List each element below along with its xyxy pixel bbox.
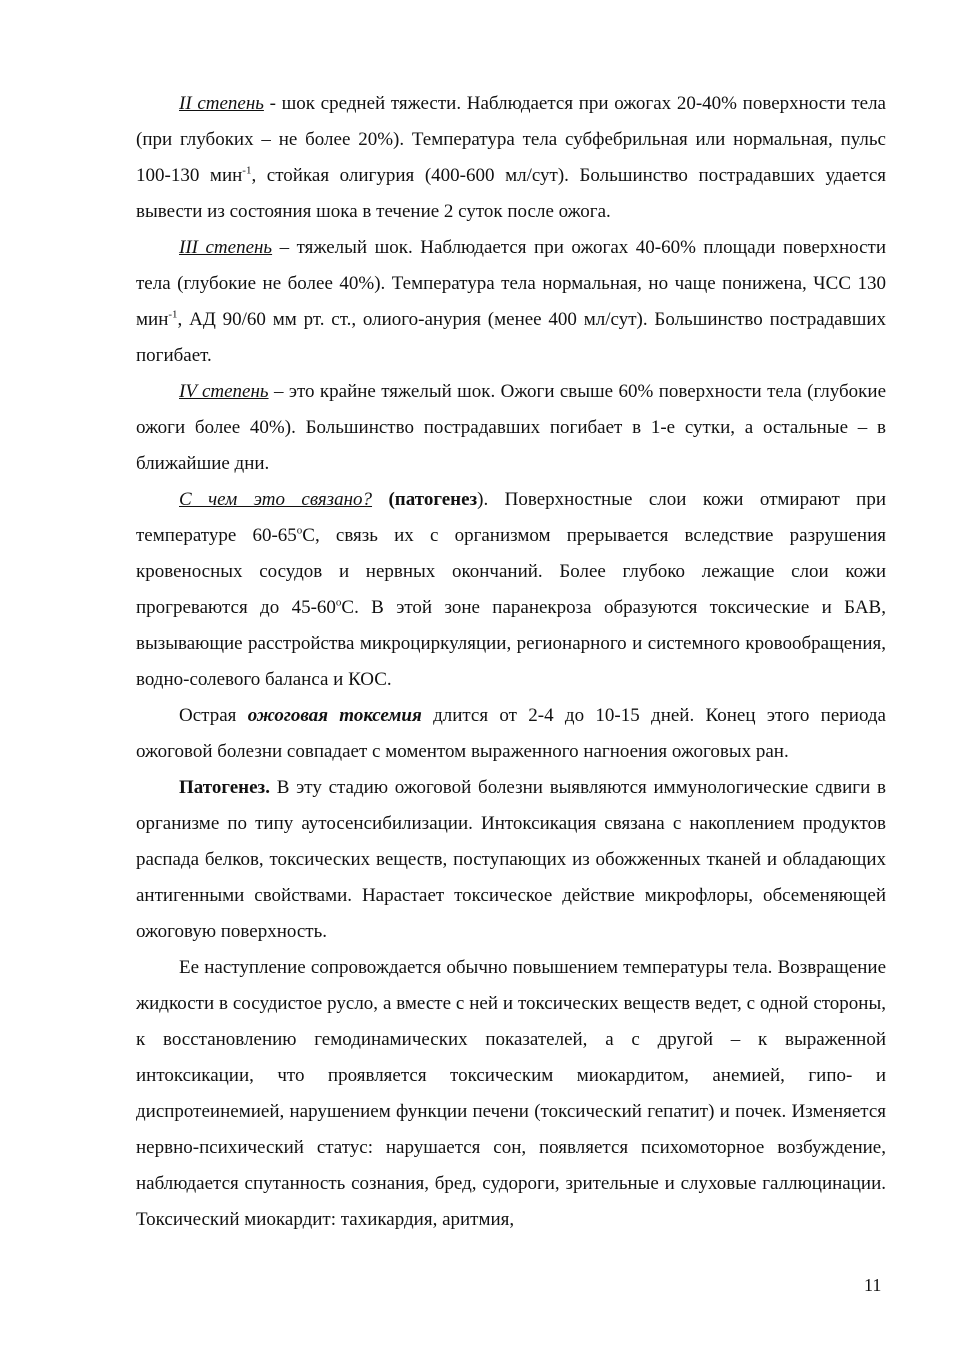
- paragraph-shock-grade-2: [136, 86, 886, 230]
- superscript-degree: о: [296, 524, 303, 537]
- paragraph-pathogenesis: [136, 770, 886, 950]
- paragraph-shock-grade-4: [136, 374, 886, 482]
- document-page: [136, 86, 886, 1238]
- superscript: -1: [242, 164, 252, 177]
- paragraph-shock-grade-3: [136, 230, 886, 374]
- paragraph-text: С, связь их с организмом прерывается вследствие разрушения кровеносных сосудов и нервных окончаний. Более глубоко лежащие слои кожи прогреваются до 45-60: [136, 525, 886, 618]
- paragraph-text: длится от 2-4 до 10-15 дней. Конец этого периода ожоговой болезни совпадает с моментом выраженного нагноения ожоговых ран.: [136, 705, 886, 762]
- paragraph-text: , стойкая олигурия (400-600 мл/сут). Большинство пострадавших удается вывести из состояния шока в течение 2 суток после ожога.: [136, 165, 886, 222]
- paragraph-text: ). Поверхностные слои кожи отмирают при температуре 60-65: [136, 489, 886, 546]
- term-grade-4: IV степень: [179, 381, 269, 402]
- page-number: 11: [864, 1275, 882, 1295]
- paragraph-text: – это крайне тяжелый шок. Ожоги свыше 60% поверхности тела (глубокие ожоги более 40%). Большинство пострадавших погибает в 1-е сутки, а остальные – в ближайшие дни.: [136, 381, 886, 474]
- paragraph-text: Ее наступление сопровождается обычно повышением температуры тела. Возвращение жидкости в сосудистое русло, а вместе с ней и токсических веществ ведет, с одной стороны, к восстановлению гемодинамических показателей, а с другой – к выраженной интоксикации, что проявляется токсическим миокардитом, анемией, гипо- и диспротеинемией, нарушением функции печени (токсический гепатит) и почек. Изменяется нервно-психический статус: нарушается сон, появляется психомоторное возбуждение, наблюдается спутанность сознания, бред, судороги, зрительные и слуховые галлюцинации. Токсический миокардит: тахикардия, аритмия,: [136, 957, 886, 1230]
- term-toxemia: ожоговая токсемия: [247, 705, 422, 726]
- paragraph-text: Острая: [179, 705, 248, 726]
- superscript: -1: [168, 308, 178, 321]
- paragraph-text: , АД 90/60 мм рт. ст., олиого-анурия (менее 400 мл/сут). Большинство пострадавших погибает.: [136, 309, 886, 366]
- paragraph-toxemia: [136, 698, 886, 770]
- term-question: С чем это связано?: [179, 489, 373, 510]
- paragraph-onset: [136, 950, 886, 1238]
- paragraph-text: - шок средней тяжести. Наблюдается при ожогах 20-40% поверхности тела (при глубоких – не более 20%). Температура тела субфебрильная или нормальная, пульс 100-130 мин: [136, 93, 886, 186]
- paragraph-text: В эту стадию ожоговой болезни выявляются иммунологические сдвиги в организме по типу аутосенсибилизации. Интоксикация связана с накоплением продуктов распада белков, токсических веществ, поступающих из обожженных тканей и обладающих антигенными свойствами. Нарастает токсическое действие микрофлоры, обсеменяющей ожоговую поверхность.: [136, 777, 886, 942]
- superscript-degree: о: [335, 596, 342, 609]
- term-grade-3: III степень: [179, 237, 273, 258]
- paragraph-text: С. В этой зоне паранекроза образуются токсические и БАВ, вызывающие расстройства микроциркуляции, регионарного и системного кровообращения, водно-солевого баланса и КОС.: [136, 597, 886, 690]
- term-pathogenesis: Патогенез.: [179, 777, 270, 798]
- paragraph-pathogenesis-question: [136, 482, 886, 698]
- paragraph-text: – тяжелый шок. Наблюдается при ожогах 40-60% площади поверхности тела (глубокие не более 40%). Температура тела нормальная, но чаще понижена, ЧСС 130 мин: [136, 237, 886, 330]
- bold-pathogenesis: (патогенез: [388, 489, 478, 510]
- term-grade-2: II степень: [179, 93, 264, 114]
